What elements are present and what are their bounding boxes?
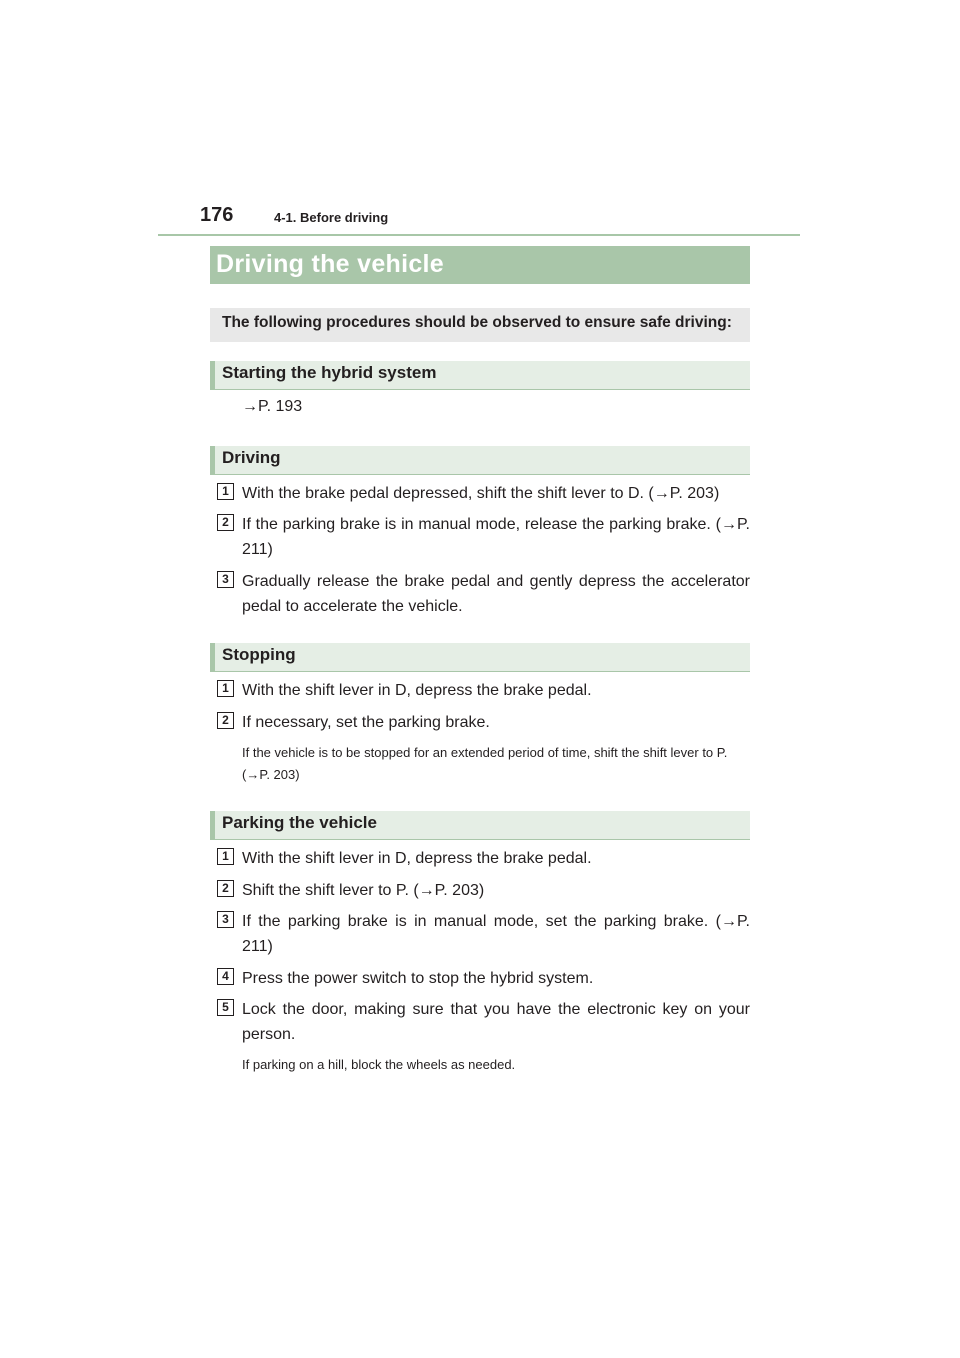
step-text: Shift the shift lever to P. (→P. 203) (242, 882, 485, 899)
step-text: Lock the door, making sure that you have the electronic key on your person. (242, 1001, 750, 1043)
step-number-box: 2 (217, 514, 234, 531)
step-text: If the parking brake is in manual mode, release the parking brake. (→P. 211) (242, 516, 750, 558)
page-header (158, 200, 800, 236)
step-text: With the shift lever in D, depress the brake pedal. (242, 850, 592, 867)
step-number-box: 1 (217, 848, 234, 865)
heading-text: Starting the hybrid system (222, 363, 437, 382)
intro-box (210, 308, 750, 342)
heading-starting-hybrid-system (210, 361, 750, 390)
heading-text: Parking the vehicle (222, 813, 377, 832)
page-title-bar (210, 246, 750, 284)
step-number-box: 4 (217, 968, 234, 985)
stopping-note: If the vehicle is to be stopped for an extended period of time, shift the shift lever to P. (→P. 203) (242, 745, 728, 782)
step-number-box: 3 (217, 911, 234, 928)
page-reference-link[interactable]: →P. 193 (242, 398, 303, 415)
step-number-box: 1 (217, 680, 234, 697)
step-text: If the parking brake is in manual mode, set the parking brake. (→P. 211) (242, 913, 750, 955)
step-text: Gradually release the brake pedal and gently depress the accelerator pedal to accelerate the vehicle. (242, 573, 750, 615)
page-number: 176 (200, 204, 234, 226)
step-number-box: 3 (217, 571, 234, 588)
section-breadcrumb: 4-1. Before driving (274, 210, 389, 225)
page-title: Driving the vehicle (216, 250, 444, 278)
step-text: Press the power switch to stop the hybrid system. (242, 970, 594, 987)
step-number-box: 1 (217, 483, 234, 500)
heading-driving (210, 446, 750, 475)
heading-stopping (210, 643, 750, 672)
heading-parking-the-vehicle (210, 811, 750, 840)
step-text: With the brake pedal depressed, shift the shift lever to D. (→P. 203) (242, 485, 720, 502)
heading-text: Driving (222, 448, 281, 467)
heading-text: Stopping (222, 645, 296, 664)
step-number-box: 5 (217, 999, 234, 1016)
step-text: If necessary, set the parking brake. (242, 714, 490, 731)
step-number-box: 2 (217, 880, 234, 897)
step-number-box: 2 (217, 712, 234, 729)
step-text: With the shift lever in D, depress the brake pedal. (242, 682, 592, 699)
intro-text: The following procedures should be observed to ensure safe driving: (222, 314, 732, 331)
parking-note: If parking on a hill, block the wheels as needed. (242, 1057, 516, 1072)
